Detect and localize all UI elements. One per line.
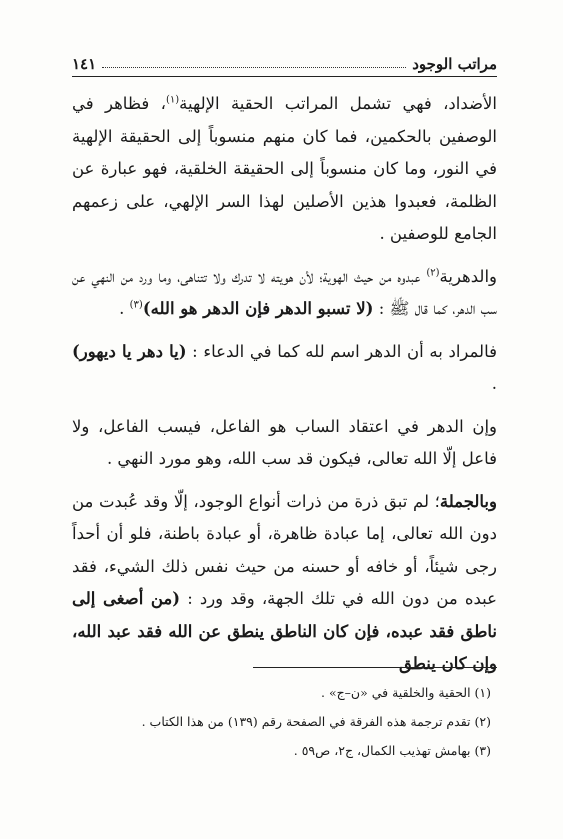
text-run: فالمراد به أن الدهر اسم لله كما في الدعاء :	[186, 341, 497, 361]
bold-text: (لا تسبو الدهر فإن الدهر هو الله)	[142, 299, 374, 318]
footnote-ref: (٢)	[426, 267, 440, 278]
footnote-1: (١) الحقية والخلقية في «ن–ج» .	[321, 685, 491, 700]
bold-text: وبالجملة	[439, 491, 497, 511]
bold-text: (يا دهر يا ديهور)	[72, 341, 187, 361]
text-run: ؛ لم تبق ذرة من ذرات أنواع الوجود، إلّا وقد عُبدت من دون الله تعالى، إما عبادة ظاهرة، أو عبادة باطنة، فلو أن أحداً رجى شيئاً، أو خافه أو حسنه من حيث نفس ذلك الشيء، فقد عبده من دون الله في تلك الجهة، وقد ورد :	[72, 491, 497, 608]
header-dot-leader	[102, 67, 406, 68]
paragraph-p5	[72, 486, 497, 681]
running-header	[72, 51, 497, 73]
paragraph-p1	[72, 88, 497, 251]
running-title: مراتب الوجود	[412, 55, 497, 73]
footnote-ref: (٣)	[129, 299, 143, 311]
bold-text: (من أصغى إلى ناطق فقد عبده، فإن كان الناطق ينطق عن الله فقد عبد الله، وإن كان ينطق	[72, 589, 497, 673]
header-rule	[72, 76, 497, 77]
text-run: ، فظاهر في الوصفين بالحكمين، فما كان منهم منسوباً إلى الحقيقة الإلهية في النور، وما كان منسوباً إلى الحقيقة الخلقية، فهو عبارة عن الظلمة، فعبدوا هذين الأصلين لهذا السر الإلهي، على زعمهم الجامع للوصفين .	[72, 94, 497, 243]
main-text	[72, 88, 497, 681]
paragraph-p4	[72, 411, 497, 476]
text-run: والدهرية	[439, 266, 497, 286]
text-run: الأضداد، فهي تشمل المراتب الحقية الإلهية	[179, 94, 497, 113]
footnote-ref: (١)	[165, 94, 180, 106]
text-run: .	[119, 299, 130, 318]
footnotes	[72, 678, 491, 765]
page-number: ١٤١	[72, 55, 97, 73]
paragraph-p3	[72, 336, 497, 401]
paragraph-p2	[72, 261, 497, 326]
footnote-separator	[253, 667, 497, 668]
text-run: وإن الدهر في اعتقاد الساب هو الفاعل، فيسب الفاعل، ولا فاعل إلّا الله تعالى، فيكون قد سب الله، وهو مورد النهي .	[72, 416, 497, 468]
text-run: .	[491, 374, 497, 393]
footnote-3: (٣) بهامش تهذيب الكمال، ج٢، ص٥٩ .	[293, 743, 491, 758]
footnote-2: (٢) تقدم ترجمة هذه الفرقة في الصفحة رقم (١٣٩) من هذا الكتاب .	[141, 714, 491, 729]
text-run: عبدوه من حيث الهوية؛ لأن هويته لا تدرك ولا تتناهى، وما ورد من النهي عن سب الدهر، كما قال ﷺ :	[72, 266, 497, 318]
